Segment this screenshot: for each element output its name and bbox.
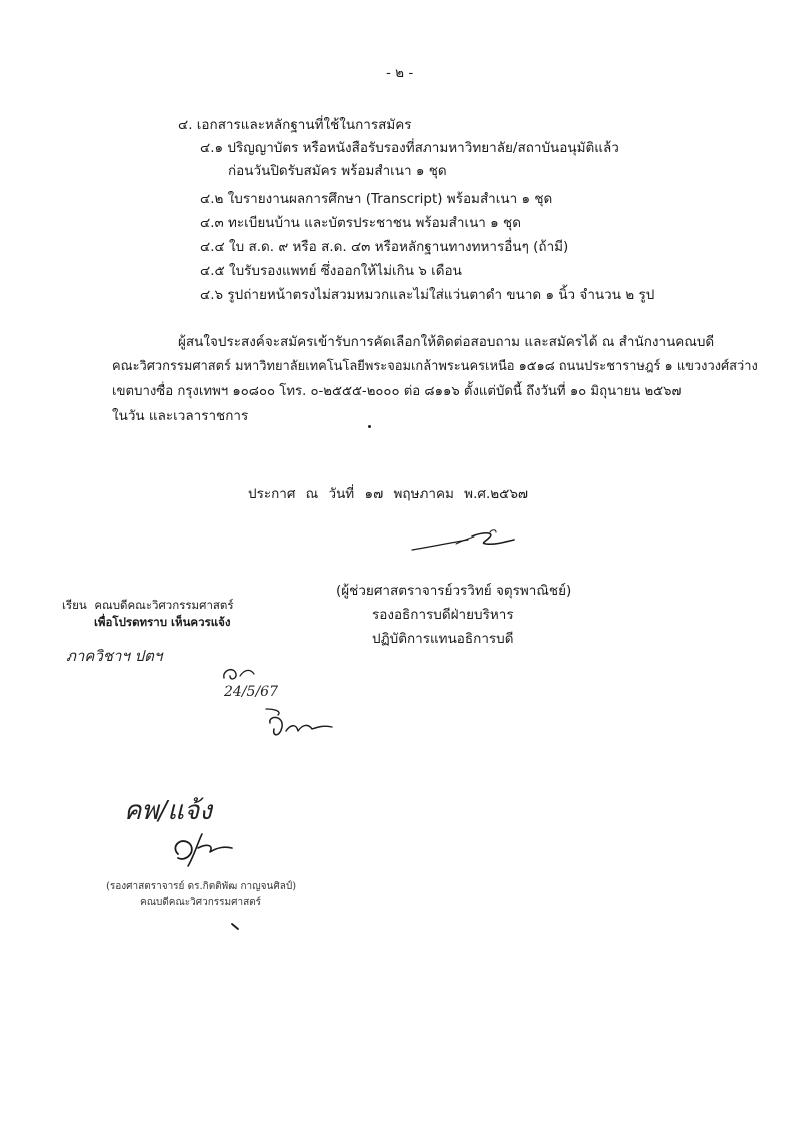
ink-mark xyxy=(230,922,242,932)
handwritten-date: 24/5/67 xyxy=(224,684,278,700)
signature-image xyxy=(410,528,520,558)
dean-name: (รองศาสตราจารย์ ดร.กิตติพัฒ กาญจนศิลป์) xyxy=(106,881,297,892)
dean-signature-image xyxy=(168,826,238,872)
list-item: ๔.๒ ใบรายงานผลการศึกษา (Transcript) พร้อมสำเนา ๑ ชุด xyxy=(200,191,553,207)
announcement-date: ประกาศ ณ วันที่ ๑๗ พฤษภาคม พ.ศ.๒๕๖๗ xyxy=(248,486,529,502)
memo-line: เพื่อโปรดทราบ เห็นควรแจ้ง xyxy=(94,615,231,629)
dean-title: คณบดีคณะวิศวกรรมศาสตร์ xyxy=(140,897,262,908)
paragraph-line: คณะวิศวกรรมศาสตร์ มหาวิทยาลัยเทคโนโลยีพระจอมเกล้าพระนครเหนือ ๑๕๑๘ ถนนประชาราษฎร์ ๑ แขวงวงศ์สว่าง xyxy=(112,359,758,374)
handwritten-signature-image xyxy=(262,705,342,745)
memo-line: เรียน คณบดีคณะวิศวกรรมศาสตร์ xyxy=(62,598,234,612)
list-item: ๔.๑ ปริญญาบัตร หรือหนังสือรับรองที่สภามหาวิทยาลัย/สถาบันอนุมัติแล้ว xyxy=(200,140,619,156)
paragraph-line: เขตบางซื่อ กรุงเทพฯ ๑๐๘๐๐ โทร. ๐-๒๕๕๕-๒๐๐๐ ต่อ ๘๑๑๖ ตั้งแต่บัดนี้ ถึงวันที่ ๑๐ มิถุนายน ๒๕๖๗ xyxy=(112,384,682,399)
page-number: - ๒ - xyxy=(386,65,414,81)
list-item: ๔.๕ ใบรับรองแพทย์ ซึ่งออกให้ไม่เกิน ๖ เดือน xyxy=(200,263,462,279)
paragraph-line: ในวัน และเวลาราชการ xyxy=(112,408,249,424)
ink-mark xyxy=(368,425,371,428)
list-item: ๔.๔ ใบ ส.ด. ๙ หรือ ส.ด. ๔๓ หรือหลักฐานทางทหารอื่นๆ (ถ้ามี) xyxy=(200,239,569,255)
handwritten-note: คพ/แจ้ง xyxy=(124,796,212,826)
handwritten-note: ภาควิชาฯ ปตฯ xyxy=(66,647,163,665)
handwritten-initial-image xyxy=(220,662,260,686)
signatory-position: รองอธิการบดีฝ่ายบริหาร xyxy=(372,607,514,623)
section-heading: ๔. เอกสารและหลักฐานที่ใช้ในการสมัคร xyxy=(178,117,412,133)
list-item: ๔.๖ รูปถ่ายหน้าตรงไม่สวมหมวกและไม่ใส่แว่นตาดำ ขนาด ๑ นิ้ว จำนวน ๒ รูป xyxy=(200,287,655,303)
signatory-name: (ผู้ช่วยศาสตราจารย์วรวิทย์ จตุรพาณิชย์) xyxy=(336,583,572,599)
signatory-acting: ปฏิบัติการแทนอธิการบดี xyxy=(372,631,514,647)
list-item: ๔.๓ ทะเบียนบ้าน และบัตรประชาชน พร้อมสำเนา ๑ ชุด xyxy=(200,215,521,231)
paragraph-line: ผู้สนใจประสงค์จะสมัครเข้ารับการคัดเลือกให้ติดต่อสอบถาม และสมัครได้ ณ สำนักงานคณบดี xyxy=(178,334,715,350)
list-item-continuation: ก่อนวันปิดรับสมัคร พร้อมสำเนา ๑ ชุด xyxy=(228,163,447,179)
